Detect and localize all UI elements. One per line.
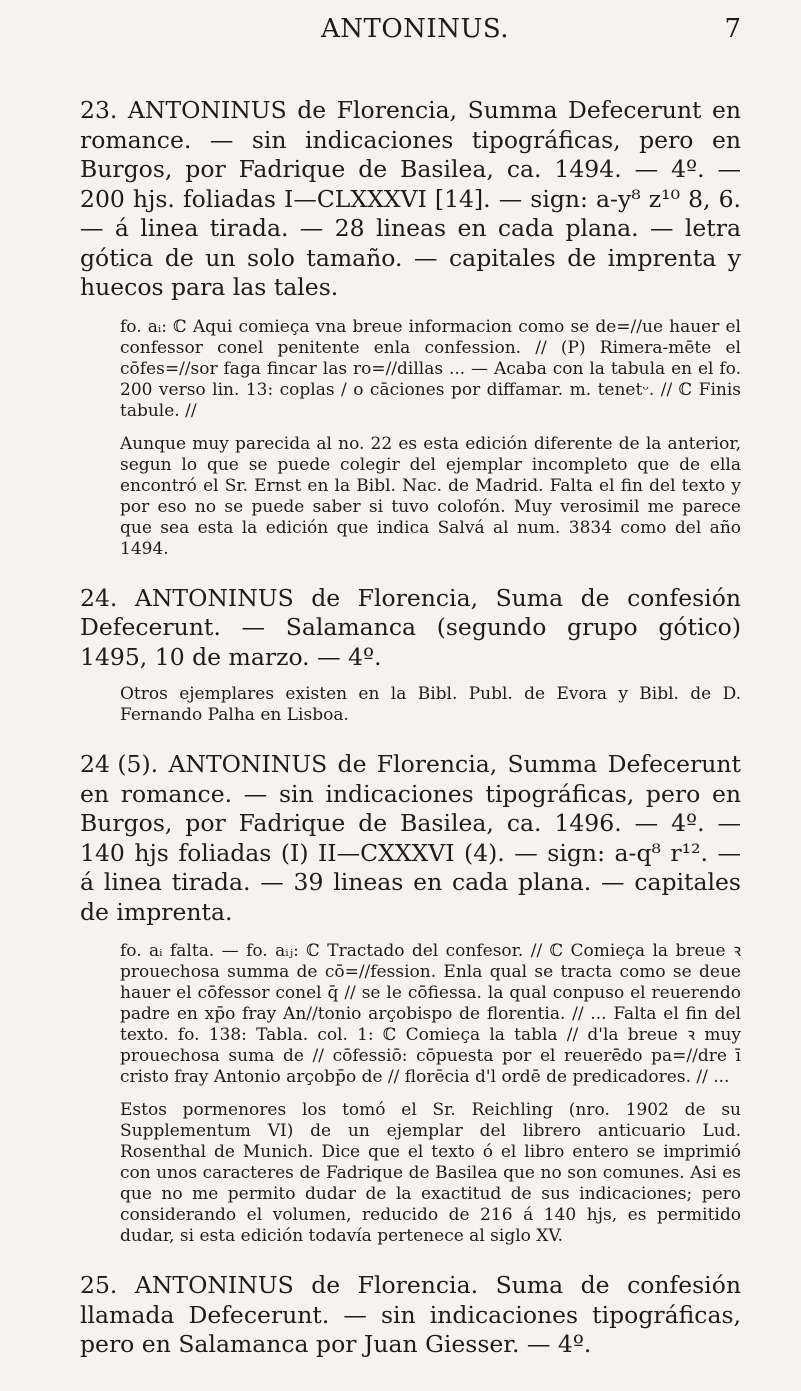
entry-description: ANTONINUS de Florencia, Suma de confesión Defecerunt. — Salamanca (segundo grupo gótico) 1495, 10 de marzo. — 4º.	[80, 583, 741, 671]
running-title: ANTONINUS.	[321, 14, 510, 44]
entry-25	[80, 1271, 741, 1360]
entry-number: 24.	[80, 583, 118, 612]
entry-transcription: fo. aᵢ falta. — fo. aᵢⱼ: ℂ Tractado del confesor. // ℂ Comieça la breue ꝛ prouechosa summa de cō=//fession. Enla qual se tracta como se deue hauer el cōfessor conel q̄ // se le cōfiessa. la qual conpuso el reuerendo padre en xp̄o fray An//tonio arçobispo de florentia. // ... Falta el fin del texto. fo. 138: Tabla. col. 1: ℂ Comieça la tabla // d'la breue ꝛ muy prouechosa suma de // cōfessiō: cōpuesta por el reuerēdo pa=//dre ī cristo fray Antonio arçobp̄o de // florēcia d'l ordē de predicadores. // ...	[120, 941, 741, 1087]
entry-24-5	[80, 750, 741, 1247]
entry-note: Estos pormenores los tomó el Sr. Reichling (nro. 1902 de su Supplementum VI) de un ejemplar del librero anticuario Lud. Rosenthal de Munich. Dice que el texto ó el libro entero se imprimió con unos caracteres de Fadrique de Basilea que no son comunes. Asi es que no me permito dudar de la exactitud de sus indicaciones; pero considerando el volumen, reducido de 216 á 140 hjs, es permitido dudar, si esta edición todavía pertenece al siglo XV.	[120, 1100, 741, 1246]
entry-description: ANTONINUS de Florencia. Suma de confesión llamada Defecerunt. — sin indicaciones tipográficas, pero en Salamanca por Juan Giesser. — 4º.	[80, 1271, 741, 1358]
entry-transcription: fo. aᵢ: ℂ Aqui comieça vna breue informacion como se de=//ue hauer el confessor conel penitente enla confession. // (P) Rimera-mēte el cōfes=//sor faga fincar las ro=//dillas ... — Acaba con la tabula en el fo. 200 verso lin. 13: coplas / o cāciones por diffamar. m. tenetᵕ. // ℂ Finis tabule. //	[120, 316, 741, 421]
entry-number: 23.	[80, 96, 118, 124]
entry-24	[80, 584, 741, 727]
page-header	[95, 12, 741, 62]
entry-main-text	[80, 96, 741, 303]
entry-main-text	[80, 1271, 741, 1360]
page-number: 7	[724, 14, 741, 44]
entry-main-text	[80, 584, 741, 673]
entry-23	[80, 96, 741, 560]
page-body	[80, 96, 741, 1384]
entry-description: ANTONINUS de Florencia, Summa Defecerunt en romance. — sin indicaciones tipográficas, pero en Burgos, por Fadrique de Basilea, ca. 1494. — 4º. — 200 hjs. foliadas I—CLXXXVI [14]. — sign: a-y⁸ z¹⁰ 8, 6. — á linea tirada. — 28 lineas en cada plana. — letra gótica de un solo tamaño. — capitales de imprenta y huecos para las tales.	[80, 96, 741, 301]
entry-number: 25.	[80, 1271, 118, 1299]
entry-description: ANTONINUS de Florencia, Summa Defecerunt en romance. — sin indicaciones tipográficas, pero en Burgos, por Fadrique de Basilea, ca. 1496. — 4º. — 140 hjs foliadas (I) II—CXXXVI (4). — sign: a-q⁸ r¹². — á linea tirada. — 39 lineas en cada plana. — capitales de imprenta.	[80, 750, 741, 926]
entry-note: Aunque muy parecida al no. 22 es esta edición diferente de la anterior, segun lo que se puede colegir del ejemplar incompleto que de ella encontró el Sr. Ernst en la Bibl. Nac. de Madrid. Falta el fin del texto y por eso no se puede saber si tuvo colofón. Muy verosimil me parece que sea esta la edición que indica Salvá al num. 3834 como del año 1494.	[120, 433, 741, 559]
entry-main-text	[80, 750, 741, 927]
entry-number: 24 (5).	[80, 750, 159, 778]
entry-note: Otros ejemplares existen en la Bibl. Publ. de Evora y Bibl. de D. Fernando Palha en Lisboa.	[120, 684, 741, 725]
